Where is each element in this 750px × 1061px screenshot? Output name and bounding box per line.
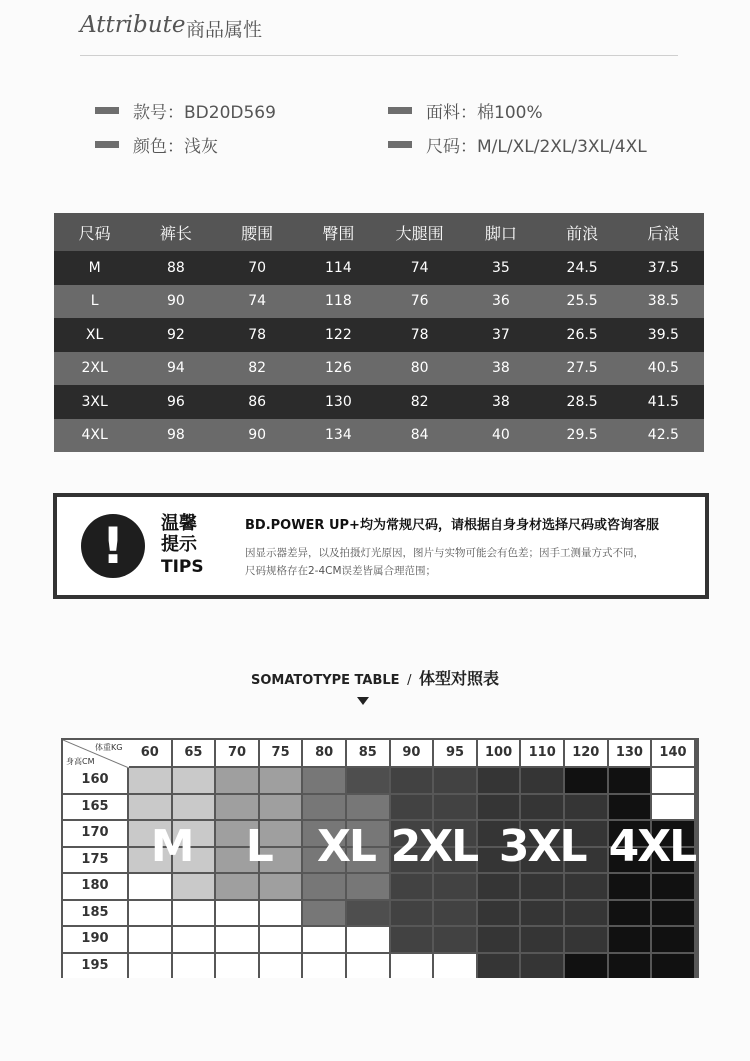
table-cell: 28.5: [542, 385, 623, 419]
size-cell: [521, 874, 563, 899]
table-cell: 40: [460, 419, 541, 453]
table-cell: 3XL: [54, 385, 135, 419]
table-cell: 118: [298, 285, 379, 319]
size-cell: [129, 768, 171, 793]
table-row: [54, 352, 704, 386]
table-cell: 38: [460, 385, 541, 419]
size-cell: [347, 927, 389, 952]
size-cell: [129, 927, 171, 952]
size-cell: [303, 768, 345, 793]
size-cell: [129, 874, 171, 899]
size-cell: [391, 874, 433, 899]
somatotype-title-separator: /: [407, 673, 412, 688]
size-cell: [347, 874, 389, 899]
size-cell: [216, 927, 258, 952]
weight-header-cell: 70: [216, 740, 258, 766]
size-cell: [565, 768, 607, 793]
size-cell: [391, 768, 433, 793]
size-cell: [565, 874, 607, 899]
size-cell: [173, 901, 215, 926]
size-cell: [216, 901, 258, 926]
weight-header-cell: 60: [129, 740, 171, 766]
property-style-number: [95, 98, 276, 122]
size-cell: [652, 874, 694, 899]
bullet-bar-icon: [95, 141, 119, 148]
size-cell: [173, 768, 215, 793]
size-cell: [652, 768, 694, 793]
header-back-rise: 后浪: [623, 213, 704, 251]
size-overlay-label: M: [150, 820, 193, 872]
bullet-bar-icon: [388, 141, 412, 148]
property-label: 颜色：浅灰: [133, 136, 218, 157]
size-overlay-label: L: [245, 820, 272, 872]
size-cell: [609, 927, 651, 952]
size-cell: [434, 901, 476, 926]
size-cell: [129, 795, 171, 820]
weight-header-cell: 140: [652, 740, 694, 766]
table-cell: 37: [460, 318, 541, 352]
size-cell: [565, 954, 607, 979]
table-cell: 78: [379, 318, 460, 352]
height-header-cell: 180: [63, 874, 127, 899]
size-cell: [478, 927, 520, 952]
size-table-header-row: [54, 213, 704, 251]
table-cell: 90: [217, 419, 298, 453]
size-cell: [391, 927, 433, 952]
weight-header-cell: 100: [478, 740, 520, 766]
size-cell: [216, 954, 258, 979]
triangle-down-icon: [357, 697, 369, 705]
table-cell: 41.5: [623, 385, 704, 419]
property-label: 尺码：M/L/XL/2XL/3XL/4XL: [426, 136, 647, 157]
size-cell: [260, 874, 302, 899]
attribute-title-en: Attribute: [80, 12, 186, 38]
table-cell: 134: [298, 419, 379, 453]
header-size: 尺码: [54, 213, 135, 251]
table-cell: 92: [135, 318, 216, 352]
table-cell: 84: [379, 419, 460, 453]
table-cell: 36: [460, 285, 541, 319]
table-cell: 114: [298, 251, 379, 285]
table-cell: 39.5: [623, 318, 704, 352]
table-cell: 76: [379, 285, 460, 319]
header-front-rise: 前浪: [542, 213, 623, 251]
tips-title-cn-line1: 温馨: [161, 513, 197, 534]
property-label: 款号：BD20D569: [133, 102, 276, 123]
size-cell: [303, 874, 345, 899]
table-cell: 88: [135, 251, 216, 285]
tips-sub-text-line2: 尺码规格存在2-4CM误差皆属合理范围；: [245, 565, 437, 577]
somatotype-title-cn: 体型对照表: [418, 669, 499, 688]
height-header-cell: 160: [63, 768, 127, 793]
size-cell: [303, 795, 345, 820]
size-overlay-label: XL: [317, 820, 375, 872]
property-color: [95, 132, 218, 156]
weight-header-cell: 110: [521, 740, 563, 766]
size-cell: [434, 954, 476, 979]
size-table: [54, 213, 704, 452]
size-cell: [434, 927, 476, 952]
size-cell: [216, 795, 258, 820]
table-row: [54, 318, 704, 352]
size-cell: [347, 795, 389, 820]
table-cell: 122: [298, 318, 379, 352]
size-cell: [260, 927, 302, 952]
table-cell: 74: [217, 285, 298, 319]
size-cell: [521, 768, 563, 793]
size-cell: [478, 954, 520, 979]
table-cell: 26.5: [542, 318, 623, 352]
table-cell: 94: [135, 352, 216, 386]
size-cell: [652, 954, 694, 979]
size-cell: [521, 795, 563, 820]
tips-title-cn: [161, 513, 211, 555]
weight-header-cell: 65: [173, 740, 215, 766]
table-cell: M: [54, 251, 135, 285]
somatotype-title: [0, 666, 750, 689]
size-cell: [521, 954, 563, 979]
table-row: [54, 419, 704, 453]
attribute-title-cn: 商品属性: [186, 19, 263, 41]
size-cell: [478, 901, 520, 926]
size-cell: [347, 954, 389, 979]
table-cell: 74: [379, 251, 460, 285]
weight-header-cell: 85: [347, 740, 389, 766]
size-cell: [303, 927, 345, 952]
table-cell: 29.5: [542, 419, 623, 453]
attribute-header: [80, 10, 678, 56]
size-cell: [173, 927, 215, 952]
size-cell: [391, 901, 433, 926]
corner-height-label: 身高CM: [66, 757, 95, 766]
size-cell: [609, 901, 651, 926]
size-cell: [260, 795, 302, 820]
property-label: 面料：棉100%: [426, 102, 543, 123]
height-header-cell: 185: [63, 901, 127, 926]
height-header-cell: 170: [63, 821, 127, 846]
table-cell: 70: [217, 251, 298, 285]
size-cell: [652, 927, 694, 952]
tips-title-en: TIPS: [161, 557, 204, 577]
height-header-cell: 165: [63, 795, 127, 820]
size-cell: [347, 768, 389, 793]
height-header-cell: 195: [63, 954, 127, 979]
size-cell: [173, 795, 215, 820]
header-hip: 臀围: [298, 213, 379, 251]
size-cell: [216, 768, 258, 793]
corner-weight-label: 体重KG: [95, 743, 123, 752]
bullet-bar-icon: [95, 107, 119, 114]
header-length: 裤长: [135, 213, 216, 251]
bullet-bar-icon: [388, 107, 412, 114]
size-cell: [260, 954, 302, 979]
somatotype-table: [61, 738, 699, 978]
table-cell: 78: [217, 318, 298, 352]
size-cell: [478, 795, 520, 820]
table-cell: L: [54, 285, 135, 319]
exclamation-icon: !: [81, 514, 145, 578]
table-cell: 2XL: [54, 352, 135, 386]
size-cell: [609, 954, 651, 979]
tips-main-text: BD.POWER UP+均为常规尺码，请根据自身身材选择尺码或咨询客服: [245, 518, 659, 533]
height-header-cell: 175: [63, 848, 127, 873]
table-cell: 96: [135, 385, 216, 419]
weight-header-cell: 120: [565, 740, 607, 766]
header-thigh: 大腿围: [379, 213, 460, 251]
size-cell: [565, 927, 607, 952]
size-cell: [303, 901, 345, 926]
size-cell: [391, 795, 433, 820]
size-cell: [609, 768, 651, 793]
table-cell: 42.5: [623, 419, 704, 453]
size-cell: [391, 954, 433, 979]
size-overlay-label: 2XL: [390, 820, 478, 872]
header-waist: 腰围: [217, 213, 298, 251]
property-sizes: [388, 132, 647, 156]
size-cell: [173, 954, 215, 979]
size-cell: [478, 874, 520, 899]
size-cell: [303, 954, 345, 979]
size-cell: [129, 901, 171, 926]
table-cell: 40.5: [623, 352, 704, 386]
size-cell: [434, 874, 476, 899]
table-row: [54, 285, 704, 319]
size-cell: [434, 768, 476, 793]
table-cell: 25.5: [542, 285, 623, 319]
table-cell: 35: [460, 251, 541, 285]
size-cell: [173, 874, 215, 899]
table-cell: 98: [135, 419, 216, 453]
tips-title-cn-line2: 提示: [161, 534, 197, 555]
size-cell: [260, 768, 302, 793]
table-cell: 80: [379, 352, 460, 386]
size-cell: [652, 795, 694, 820]
tips-sub-text-line1: 因显示器差异，以及拍摄灯光原因，图片与实物可能会有色差；因手工测量方式不同，: [245, 547, 644, 559]
weight-header-cell: 90: [391, 740, 433, 766]
table-cell: 4XL: [54, 419, 135, 453]
size-cell: [129, 954, 171, 979]
size-cell: [478, 768, 520, 793]
size-cell: [565, 901, 607, 926]
table-cell: 38: [460, 352, 541, 386]
weight-header-cell: 80: [303, 740, 345, 766]
size-overlay-label: 4XL: [608, 820, 696, 872]
table-cell: 126: [298, 352, 379, 386]
size-cell: [652, 901, 694, 926]
size-cell: [609, 795, 651, 820]
size-cell: [521, 901, 563, 926]
table-cell: 38.5: [623, 285, 704, 319]
table-cell: 82: [379, 385, 460, 419]
table-cell: 37.5: [623, 251, 704, 285]
size-cell: [434, 795, 476, 820]
weight-header-cell: 75: [260, 740, 302, 766]
table-cell: 130: [298, 385, 379, 419]
size-cell: [565, 795, 607, 820]
size-cell: [260, 901, 302, 926]
size-overlay-label: 3XL: [498, 820, 586, 872]
somatotype-title-en: SOMATOTYPE TABLE: [251, 673, 400, 688]
table-cell: 90: [135, 285, 216, 319]
property-fabric: [388, 98, 543, 122]
table-cell: 86: [217, 385, 298, 419]
table-cell: 27.5: [542, 352, 623, 386]
table-cell: 82: [217, 352, 298, 386]
size-cell: [521, 927, 563, 952]
table-row: [54, 385, 704, 419]
size-cell: [347, 901, 389, 926]
header-hem: 脚口: [460, 213, 541, 251]
table-row: [54, 251, 704, 285]
table-cell: 24.5: [542, 251, 623, 285]
weight-header-cell: 95: [434, 740, 476, 766]
size-cell: [216, 874, 258, 899]
weight-header-cell: 130: [609, 740, 651, 766]
table-cell: XL: [54, 318, 135, 352]
size-cell: [609, 874, 651, 899]
tips-box: [53, 493, 709, 599]
height-header-cell: 190: [63, 927, 127, 952]
